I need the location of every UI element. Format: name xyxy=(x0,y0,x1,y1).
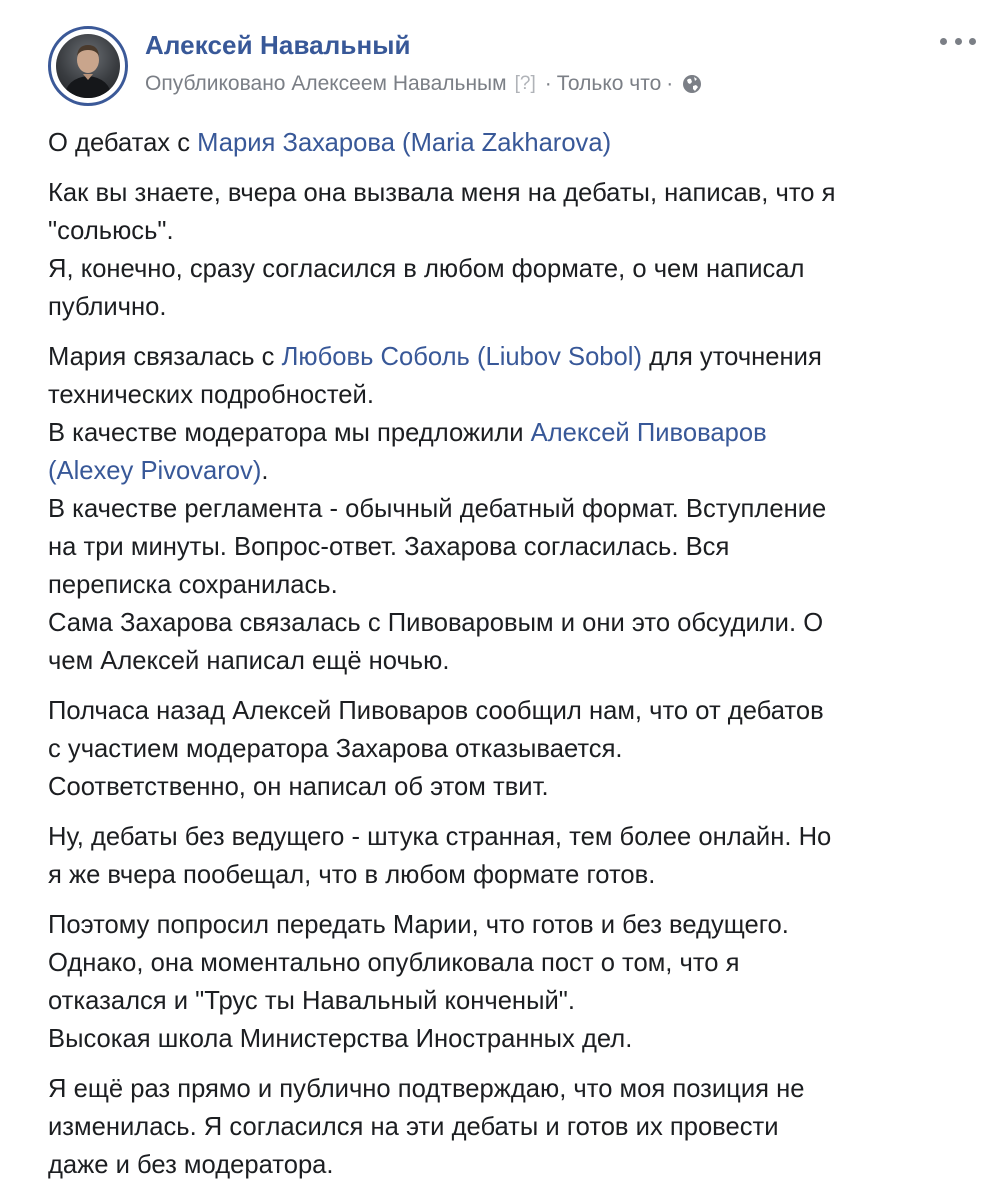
meta-separator: · xyxy=(666,72,674,95)
text-line xyxy=(48,338,968,376)
ellipsis-icon[interactable] xyxy=(940,34,976,48)
text: О дебатах с xyxy=(48,129,198,157)
mention-liubov-sobol[interactable]: Любовь Соболь (Liubov Sobol) xyxy=(281,343,642,371)
text-line: Высокая школа Министерства Иностранных дел. xyxy=(48,1025,633,1053)
post-meta xyxy=(145,72,702,96)
paragraph-1 xyxy=(48,124,968,162)
mention-maria-zakharova[interactable]: Мария Захарова (Maria Zakharova) xyxy=(197,129,612,157)
post-timestamp[interactable]: Только что xyxy=(556,72,662,95)
text-line: переписка сохранилась. xyxy=(48,571,338,599)
text-line: Ну, дебаты без ведущего - штука странная, тем более онлайн. Но xyxy=(48,823,832,851)
paragraph-4 xyxy=(48,692,968,806)
text: . xyxy=(261,457,269,485)
paragraph-7 xyxy=(48,1070,968,1184)
text-line: Как вы знаете, вчера она вызвала меня на дебаты, написав, что я xyxy=(48,179,836,207)
text-line: Полчаса назад Алексей Пивоваров сообщил нам, что от дебатов xyxy=(48,697,824,725)
text-line: изменилась. Я согласился на эти дебаты и готов их провести xyxy=(48,1113,779,1141)
post-header xyxy=(48,24,978,108)
text-line: отказался и "Трус ты Навальный конченый". xyxy=(48,987,575,1015)
text-line: я же вчера пообещал, что в любом формате готов. xyxy=(48,861,656,889)
paragraph-2 xyxy=(48,174,968,326)
text-line: Я, конечно, сразу согласился в любом формате, о чем написал xyxy=(48,255,805,283)
text-line: Соответственно, он написал об этом твит. xyxy=(48,773,549,801)
globe-icon[interactable] xyxy=(682,74,702,94)
post-body xyxy=(48,124,968,1196)
dot xyxy=(955,38,962,45)
text-line: Однако, она моментально опубликовала пост о том, что я xyxy=(48,949,740,977)
dot xyxy=(940,38,947,45)
text-line: В качестве регламента - обычный дебатный формат. Вступление xyxy=(48,495,827,523)
text-line: даже и без модератора. xyxy=(48,1151,334,1179)
text: для уточнения xyxy=(641,343,822,371)
published-by: Опубликовано Алексеем Навальным xyxy=(145,72,507,95)
mention-alexey-pivovarov[interactable]: Алексей Пивоваров xyxy=(530,419,767,447)
text-line: публично. xyxy=(48,293,167,321)
text: Мария связалась с xyxy=(48,343,282,371)
text-line: "сольюсь". xyxy=(48,217,174,245)
text-line xyxy=(48,124,968,162)
text-line xyxy=(48,414,968,452)
mention-alexey-pivovarov-latin[interactable]: (Alexey Pivovarov) xyxy=(48,457,262,485)
text: В качестве модератора мы предложили xyxy=(48,419,531,447)
text-line: с участием модератора Захарова отказывается. xyxy=(48,735,623,763)
text-line: Сама Захарова связалась с Пивоваровым и они это обсудили. О xyxy=(48,609,824,637)
text-line: на три минуты. Вопрос-ответ. Захарова согласилась. Вся xyxy=(48,533,730,561)
paragraph-5 xyxy=(48,818,968,894)
text-line xyxy=(48,452,968,490)
paragraph-3 xyxy=(48,338,968,680)
text-line: технических подробностей. xyxy=(48,381,374,409)
dot xyxy=(969,38,976,45)
avatar[interactable] xyxy=(48,26,128,106)
meta-separator: · xyxy=(544,72,552,95)
author-name[interactable]: Алексей Навальный xyxy=(145,30,411,60)
avatar-photo xyxy=(56,34,120,98)
help-link[interactable]: [?] xyxy=(514,73,536,94)
text-line: чем Алексей написал ещё ночью. xyxy=(48,647,450,675)
paragraph-6 xyxy=(48,906,968,1058)
text-line: Поэтому попросил передать Марии, что готов и без ведущего. xyxy=(48,911,789,939)
text-line: Я ещё раз прямо и публично подтверждаю, что моя позиция не xyxy=(48,1075,805,1103)
